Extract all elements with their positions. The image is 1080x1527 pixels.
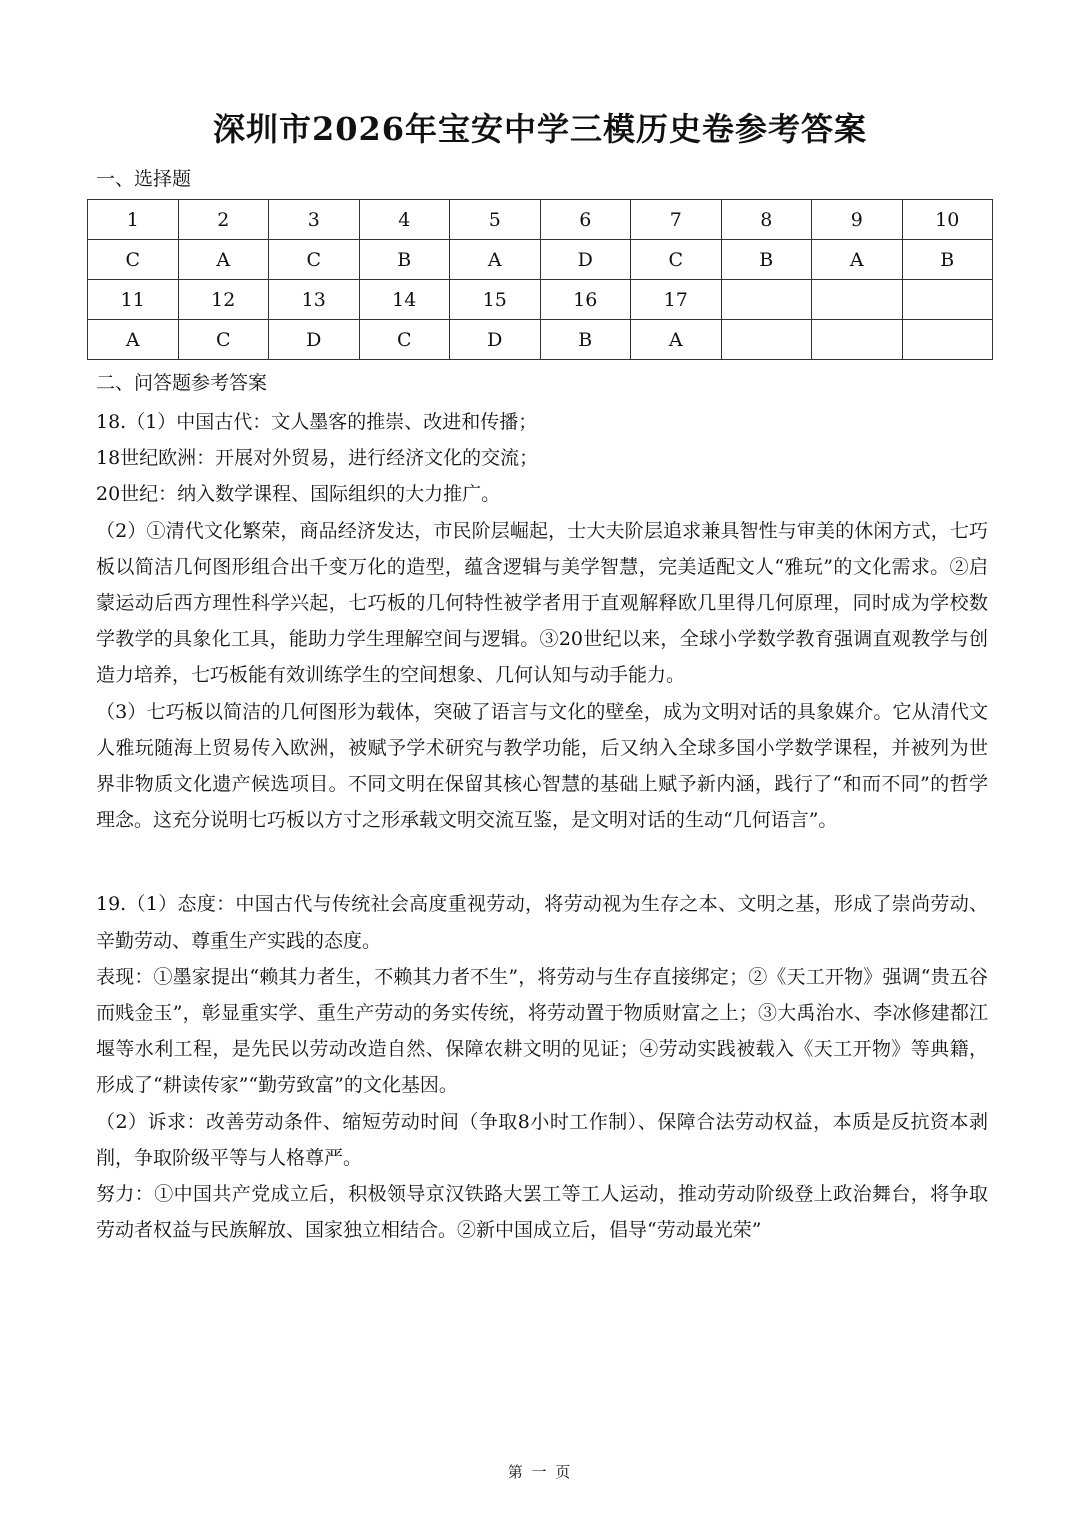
question-number-row [88, 280, 993, 320]
question-number-cell: 2 [178, 200, 269, 240]
answer-cell [902, 320, 993, 360]
question-number-cell: 6 [540, 200, 631, 240]
answer-cell: A [178, 240, 269, 280]
answer-cell: C [269, 240, 360, 280]
answer-cell: B [540, 320, 631, 360]
question-number-cell: 8 [721, 200, 812, 240]
answer-cell: B [721, 240, 812, 280]
answer-paragraph: （2）诉求：改善劳动条件、缩短劳动时间（争取8小时工作制）、保障合法劳动权益，本质是反抗资本剥削，争取阶级平等与人格尊严。 [96, 1110, 988, 1169]
answer-body [96, 404, 988, 1248]
answer-cell: A [450, 240, 541, 280]
question-number-cell: 7 [631, 200, 722, 240]
question-number-cell: 12 [178, 280, 269, 320]
question-number-cell [902, 280, 993, 320]
answer-cell [812, 320, 903, 360]
answer-cell: B [359, 240, 450, 280]
answer-cell: B [902, 240, 993, 280]
question-number-cell: 16 [540, 280, 631, 320]
page-title: 深圳市2026年宝安中学三模历史卷参考答案 [212, 110, 868, 148]
answer-cell: A [812, 240, 903, 280]
answer-cell: C [359, 320, 450, 360]
question-number-cell: 1 [88, 200, 179, 240]
section-heading-choice: 一、选择题 [96, 168, 192, 190]
question-number-cell: 3 [269, 200, 360, 240]
answer-cell: C [631, 240, 722, 280]
page-number: 第 一 页 [507, 1463, 573, 1481]
answer-cell: A [631, 320, 722, 360]
question-number-cell: 13 [269, 280, 360, 320]
answer-cell [721, 320, 812, 360]
answer-table [87, 199, 993, 360]
question-number-cell: 11 [88, 280, 179, 320]
question-number-cell: 4 [359, 200, 450, 240]
answer-paragraph: 表现：①墨家提出“赖其力者生，不赖其力者不生”，将劳动与生存直接绑定；②《天工开物》强调“贵五谷而贱金玉”，彰显重实学、重生产劳动的务实传统，将劳动置于物质财富之上；③大禹治水、李冰修建都江堰等水利工程，是先民以劳动改造自然、保障农耕文明的见证；④劳动实践被载入《天工开物》等典籍，形成了“耕读传家”“勤劳致富”的文化基因。 [96, 965, 988, 1097]
answer-paragraph: 19.（1）态度：中国古代与传统社会高度重视劳动，将劳动视为生存之本、文明之基，形成了崇尚劳动、辛勤劳动、尊重生产实践的态度。 [96, 893, 988, 952]
answer-cell: A [88, 320, 179, 360]
answer-paragraph: （2）①清代文化繁荣，商品经济发达，市民阶层崛起，士大夫阶层追求兼具智性与审美的休闲方式，七巧板以简洁几何图形组合出千变万化的造型，蕴含逻辑与美学智慧，完美适配文人“雅玩”的文化需求。②启蒙运动后西方理性科学兴起，七巧板的几何特性被学者用于直观解释欧几里得几何原理，同时成为学校数学教学的具象化工具，能助力学生理解空间与逻辑。③20世纪以来，全球小学数学教育强调直观教学与创造力培养，七巧板能有效训练学生的空间想象、几何认知与动手能力。 [96, 519, 988, 687]
question-number-cell [721, 280, 812, 320]
answer-paragraph: 18世纪欧洲：开展对外贸易，进行经济文化的交流； [96, 447, 539, 470]
answer-paragraph: 努力：①中国共产党成立后，积极领导京汉铁路大罢工等工人运动，推动劳动阶级登上政治舞台，将争取劳动者权益与民族解放、国家独立相结合。②新中国成立后，倡导“劳动最光荣” [96, 1183, 988, 1242]
answer-row [88, 240, 993, 280]
answer-cell: D [540, 240, 631, 280]
answer-paragraph: 20世纪：纳入数学课程、国际组织的大力推广。 [96, 483, 501, 506]
question-number-cell: 15 [450, 280, 541, 320]
question-number-cell: 17 [631, 280, 722, 320]
answer-row [88, 320, 993, 360]
section-heading-essay: 二、问答题参考答案 [96, 372, 268, 394]
answer-paragraph: 18.（1）中国古代：文人墨客的推崇、改进和传播； [96, 411, 538, 433]
answer-cell: C [178, 320, 269, 360]
question-number-row [88, 200, 993, 240]
question-number-cell [812, 280, 903, 320]
answer-paragraph: （3）七巧板以简洁的几何图形为载体，突破了语言与文化的壁垒，成为文明对话的具象媒介。它从清代文人雅玩随海上贸易传入欧洲，被赋予学术研究与教学功能，后又纳入全球多国小学数学课程，并被列为世界非物质文化遗产候选项目。不同文明在保留其核心智慧的基础上赋予新内涵，践行了“和而不同”的哲学理念。这充分说明七巧板以方寸之形承载文明交流互鉴，是文明对话的生动“几何语言”。 [96, 700, 988, 832]
question-number-cell: 10 [902, 200, 993, 240]
answer-cell: D [269, 320, 360, 360]
answer-cell: C [88, 240, 179, 280]
paragraph-gap [96, 838, 988, 886]
question-number-cell: 5 [450, 200, 541, 240]
question-number-cell: 14 [359, 280, 450, 320]
question-number-cell: 9 [812, 200, 903, 240]
answer-cell: D [450, 320, 541, 360]
